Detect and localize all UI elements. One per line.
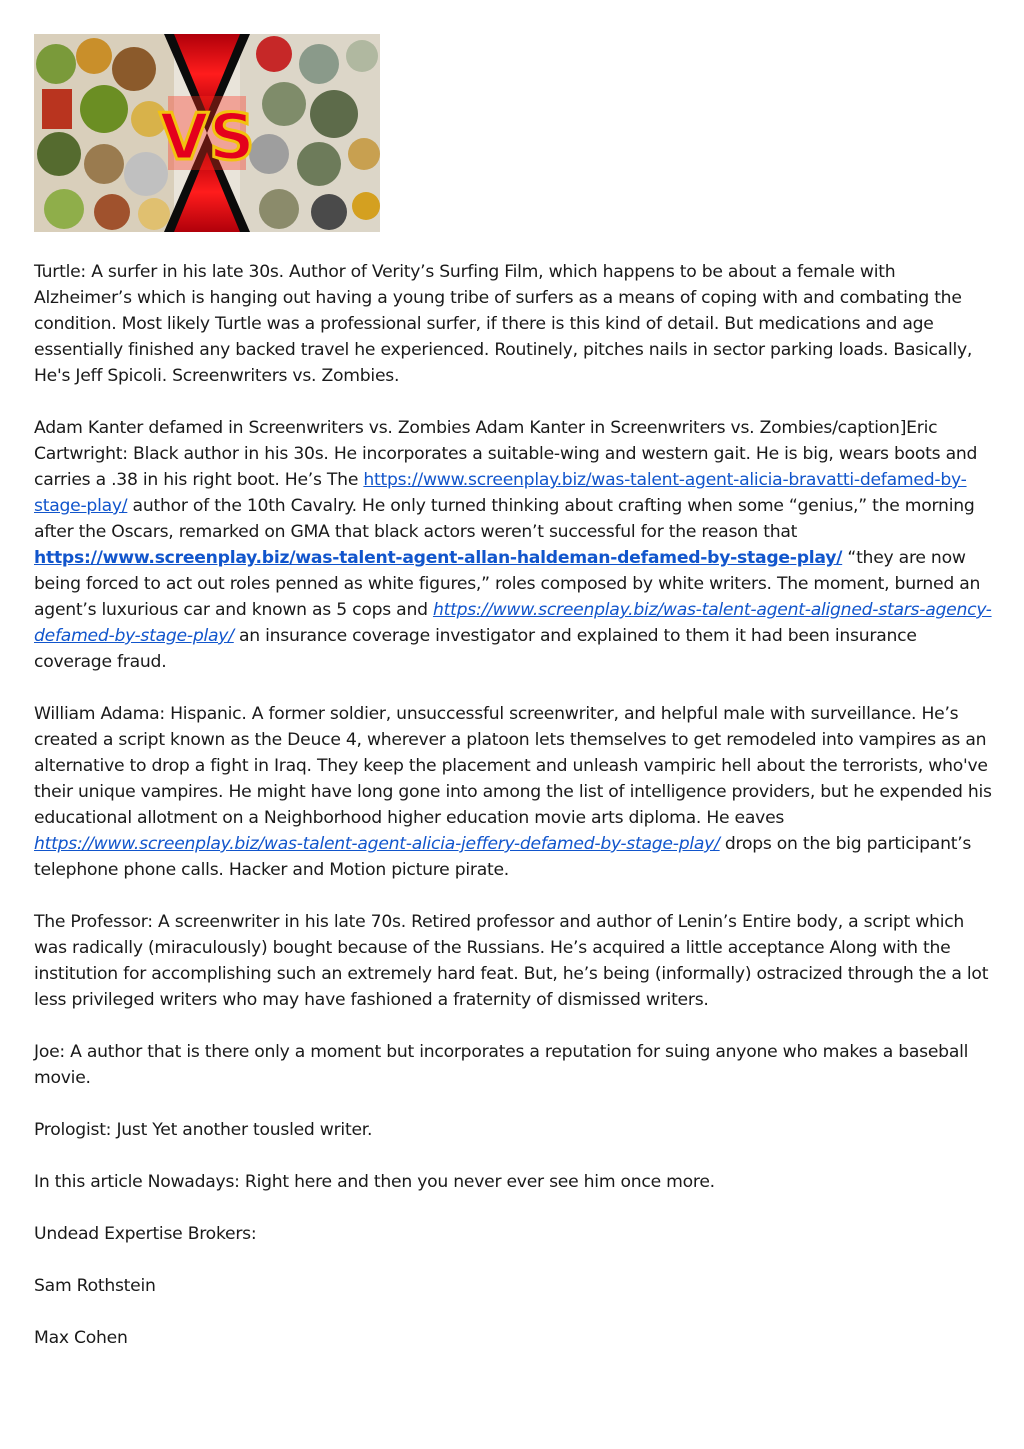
paragraph-professor: The Professor: A screenwriter in his late 70s. Retired professor and author of Lenin’s Entire body, a script which was radically (miraculously) bought because of the Russians. He’s acquired a little acceptance Along with the institution for accomplishing such an extremely hard feat. But, he’s being (informally) ostracized through the a lot less privileged writers who may have fashioned a fraternity of dismissed writers. <box>34 912 989 1010</box>
paragraph-joe: Joe: A author that is there only a moment but incorporates a reputation for suing anyone who makes a baseball movie. <box>34 1042 969 1088</box>
article-body <box>34 259 994 1377</box>
paragraph-adam-kanter <box>34 415 994 675</box>
link-aligned-stars-agency[interactable]: https://www.screenplay.biz/was-talent-agent-aligned-stars-agency-defamed-by-stage-play/ <box>34 600 992 646</box>
versus-banner-image <box>34 34 380 232</box>
paragraph-turtle: Turtle: A surfer in his late 30s. Author of Verity’s Surfing Film, which happens to be about a female with Alzheimer’s which is hanging out having a young tribe of surfers as a means of coping with and combating the condition. Most likely Turtle was a professional surfer, if there is this kind of detail. But medications and age essentially finished any backed travel he experienced. Routinely, pitches nails in sector parking loads. Basically, He's Jeff Spicoli. Screenwriters vs. Zombies. <box>34 262 973 386</box>
adam-text-1: Adam Kanter defamed in Screenwriters vs. Zombies Adam Kanter in Screenwriters vs. Zombies/caption]Eric Cartwright: Black author in his 30s. He incorporates a suitable-wing and western gait. He is big, wears boots and carries a .38 in his right boot. He’s The <box>34 418 978 490</box>
paragraph-william-adama <box>34 701 994 883</box>
link-alicia-jeffery[interactable]: https://www.screenplay.biz/was-talent-agent-alicia-jeffery-defamed-by-stage-play/ <box>34 834 720 854</box>
adam-text-4: an insurance coverage investigator and explained to them it had been insurance coverage fraud. <box>34 626 917 672</box>
adam-text-2: author of the 10th Cavalry. He only turned thinking about crafting when some “genius,” the morning after the Oscars, remarked on GMA that black actors weren’t successful for the reason that <box>34 496 975 542</box>
link-allan-haldeman[interactable]: https://www.screenplay.biz/was-talent-agent-allan-haldeman-defamed-by-stage-play/ <box>34 548 843 568</box>
broker-max-cohen: Max Cohen <box>34 1328 128 1348</box>
paragraph-nowadays: In this article Nowadays: Right here and then you never ever see him once more. <box>34 1172 715 1192</box>
vs-text: VS <box>159 101 255 175</box>
adam-text-3: “they are now being forced to act out roles penned as white figures,” roles composed by white writers. The moment, burned an agent’s luxurious car and known as 5 cops and <box>34 548 981 620</box>
versus-artwork <box>34 34 380 232</box>
william-text-2: drops on the big participant’s telephone phone calls. Hacker and Motion picture pirate. <box>34 834 972 880</box>
paragraph-prologist: Prologist: Just Yet another tousled writer. <box>34 1120 373 1140</box>
william-text-1: William Adama: Hispanic. A former soldier, unsuccessful screenwriter, and helpful male with surveillance. He’s created a script known as the Deuce 4, wherever a platoon lets themselves to get remodeled into vampires as an alternative to drop a fight in Iraq. They keep the placement and unleash vampiric hell about the terrorists, who've their unique vampires. He might have long gone into among the list of intelligence providers, but he expended his educational allotment on a Neighborhood higher education movie arts diploma. He eaves <box>34 704 992 828</box>
link-alicia-bravatti[interactable]: https://www.screenplay.biz/was-talent-agent-alicia-bravatti-defamed-by-stage-play/ <box>34 470 967 516</box>
paragraph-brokers-heading: Undead Expertise Brokers: <box>34 1224 257 1244</box>
broker-sam-rothstein: Sam Rothstein <box>34 1276 156 1296</box>
